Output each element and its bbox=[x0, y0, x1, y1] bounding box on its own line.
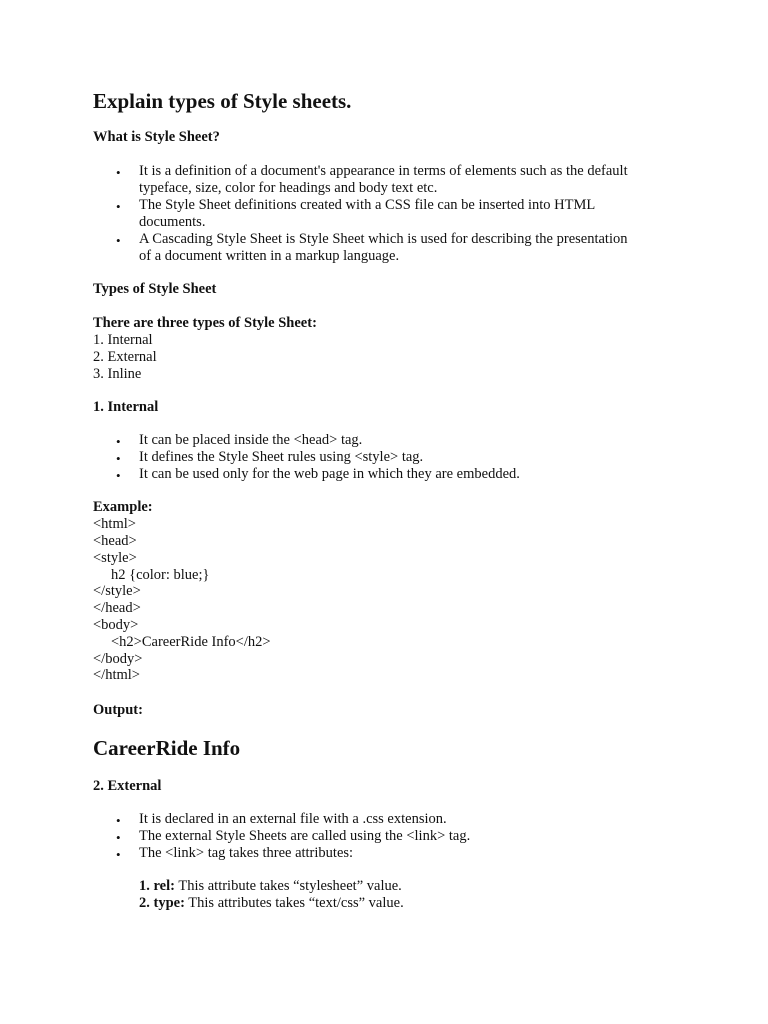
code-line: </style> bbox=[93, 583, 141, 599]
internal-bullet-2: It defines the Style Sheet rules using <style> tag. bbox=[139, 449, 424, 465]
internal-bullet-1: It can be placed inside the <head> tag. bbox=[139, 432, 363, 448]
bullet-icon: • bbox=[116, 847, 121, 862]
bullet-icon: • bbox=[116, 233, 121, 248]
what-bullet-1-line-2: typeface, size, color for headings and body text etc. bbox=[139, 180, 438, 196]
bullet-icon: • bbox=[116, 451, 121, 466]
external-heading: 2. External bbox=[93, 778, 162, 794]
types-list-item-1: 1. Internal bbox=[93, 332, 153, 348]
internal-bullet-3: It can be used only for the web page in which they are embedded. bbox=[139, 466, 520, 482]
what-bullet-2-line-1: The Style Sheet definitions created with a CSS file can be inserted into HTML bbox=[139, 197, 596, 213]
code-line: <head> bbox=[93, 533, 137, 549]
code-line: </body> bbox=[93, 651, 143, 667]
code-line: </head> bbox=[93, 600, 141, 616]
code-line: <style> bbox=[93, 550, 137, 566]
bullet-icon: • bbox=[116, 468, 121, 483]
what-bullet-3-line-1: A Cascading Style Sheet is Style Sheet which is used for describing the presentation bbox=[139, 231, 628, 247]
attribute-rel bbox=[139, 878, 402, 895]
what-heading: What is Style Sheet? bbox=[93, 129, 220, 145]
three-types-heading: There are three types of Style Sheet: bbox=[93, 315, 317, 331]
external-bullet-2: The external Style Sheets are called using the <link> tag. bbox=[139, 828, 471, 844]
types-list-item-3: 3. Inline bbox=[93, 366, 142, 382]
internal-heading: 1. Internal bbox=[93, 399, 159, 415]
what-bullet-2-line-2: documents. bbox=[139, 214, 206, 230]
example-heading: Example: bbox=[93, 499, 153, 515]
attribute-type-text: This attributes takes “text/css” value. bbox=[184, 895, 404, 911]
code-line: h2 {color: blue;} bbox=[111, 567, 210, 583]
external-bullet-1: It is declared in an external file with a .css extension. bbox=[139, 811, 447, 827]
output-heading: Output: bbox=[93, 702, 143, 718]
types-list-item-2: 2. External bbox=[93, 349, 157, 365]
bullet-icon: • bbox=[116, 199, 121, 214]
attribute-rel-label: 1. rel: bbox=[139, 878, 175, 894]
code-line: <h2>CareerRide Info</h2> bbox=[111, 634, 271, 650]
attribute-type-label: 2. type: bbox=[139, 895, 185, 911]
bullet-icon: • bbox=[116, 165, 121, 180]
code-line: <body> bbox=[93, 617, 139, 633]
attribute-type bbox=[139, 895, 404, 912]
what-bullet-3-line-2: of a document written in a markup language. bbox=[139, 248, 400, 264]
code-line: <html> bbox=[93, 516, 136, 532]
external-bullet-3: The <link> tag takes three attributes: bbox=[139, 845, 354, 861]
attribute-rel-text: This attribute takes “stylesheet” value. bbox=[174, 878, 402, 894]
page-title: Explain types of Style sheets. bbox=[93, 89, 352, 113]
bullet-icon: • bbox=[116, 434, 121, 449]
code-line: </html> bbox=[93, 667, 140, 683]
output-rendered-heading: CareerRide Info bbox=[93, 736, 241, 760]
types-heading: Types of Style Sheet bbox=[93, 281, 217, 297]
what-bullet-1-line-1: It is a definition of a document's appearance in terms of elements such as the default bbox=[139, 163, 628, 179]
bullet-icon: • bbox=[116, 830, 121, 845]
bullet-icon: • bbox=[116, 813, 121, 828]
